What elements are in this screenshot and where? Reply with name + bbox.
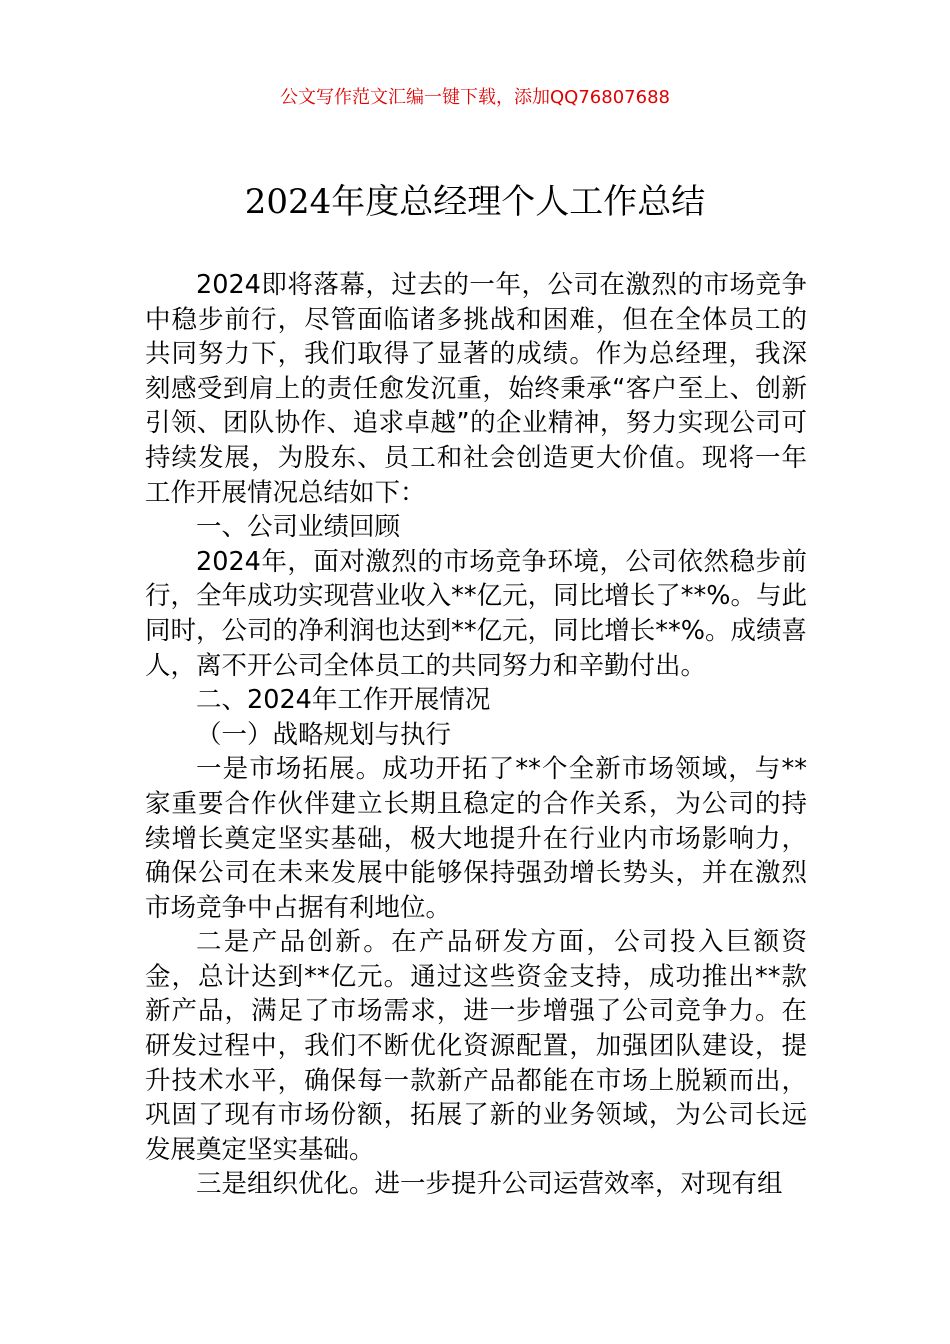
document-body — [145, 268, 807, 1202]
section-heading-performance: 一、公司业绩回顾 — [196, 512, 401, 543]
paragraph-performance: 2024年，面对激烈的市场竞争环境，公司依然稳步前行，全年成功实现营业收入**亿元，同比增长了**%。与此同时，公司的净利润也达到**亿元，同比增长**%。成绩喜人，离不开公司全体员工的共同努力和辛勤付出。 — [145, 546, 807, 681]
paragraph-product: 二是产品创新。在产品研发方面，公司投入巨额资金，总计达到**亿元。通过这些资金支持，成功推出**款新产品，满足了市场需求，进一步增强了公司竞争力。在研发过程中，我们不断优化资源配置，加强团队建设，提升技术水平，确保每一款新产品都能在市场上脱颖而出，巩固了现有市场份额，拓展了新的业务领域，为公司长远发展奠定坚实基础。 — [145, 927, 807, 1165]
subsection-heading-strategy: （一）战略规划与执行 — [196, 719, 452, 750]
paragraph-organization: 三是组织优化。进一步提升公司运营效率，对现有组 — [196, 1169, 783, 1200]
document-title: 2024年度总经理个人工作总结 — [244, 182, 706, 222]
paragraph-market: 一是市场拓展。成功开拓了**个全新市场领域，与**家重要合作伙伴建立长期且稳定的合作关系，为公司的持续增长奠定坚实基础，极大地提升在行业内市场影响力，确保公司在未来发展中能够保持强劲增长势头，并在激烈市场竞争中占据有利地位。 — [145, 754, 807, 923]
paragraph-intro: 2024即将落幕，过去的一年，公司在激烈的市场竞争中稳步前行，尽管面临诸多挑战和困难，但在全体员工的共同努力下，我们取得了显著的成绩。作为总经理，我深刻感受到肩上的责任愈发沉重，始终秉承“客户至上、创新引领、团队协作、追求卓越”的企业精神，努力实现公司可持续发展，为股东、员工和社会创造更大价值。现将一年工作开展情况总结如下： — [145, 270, 807, 508]
section-heading-work: 二、2024年工作开展情况 — [196, 685, 491, 716]
download-notice: 公文写作范文汇编一键下载，添加QQ76807688 — [280, 87, 670, 108]
